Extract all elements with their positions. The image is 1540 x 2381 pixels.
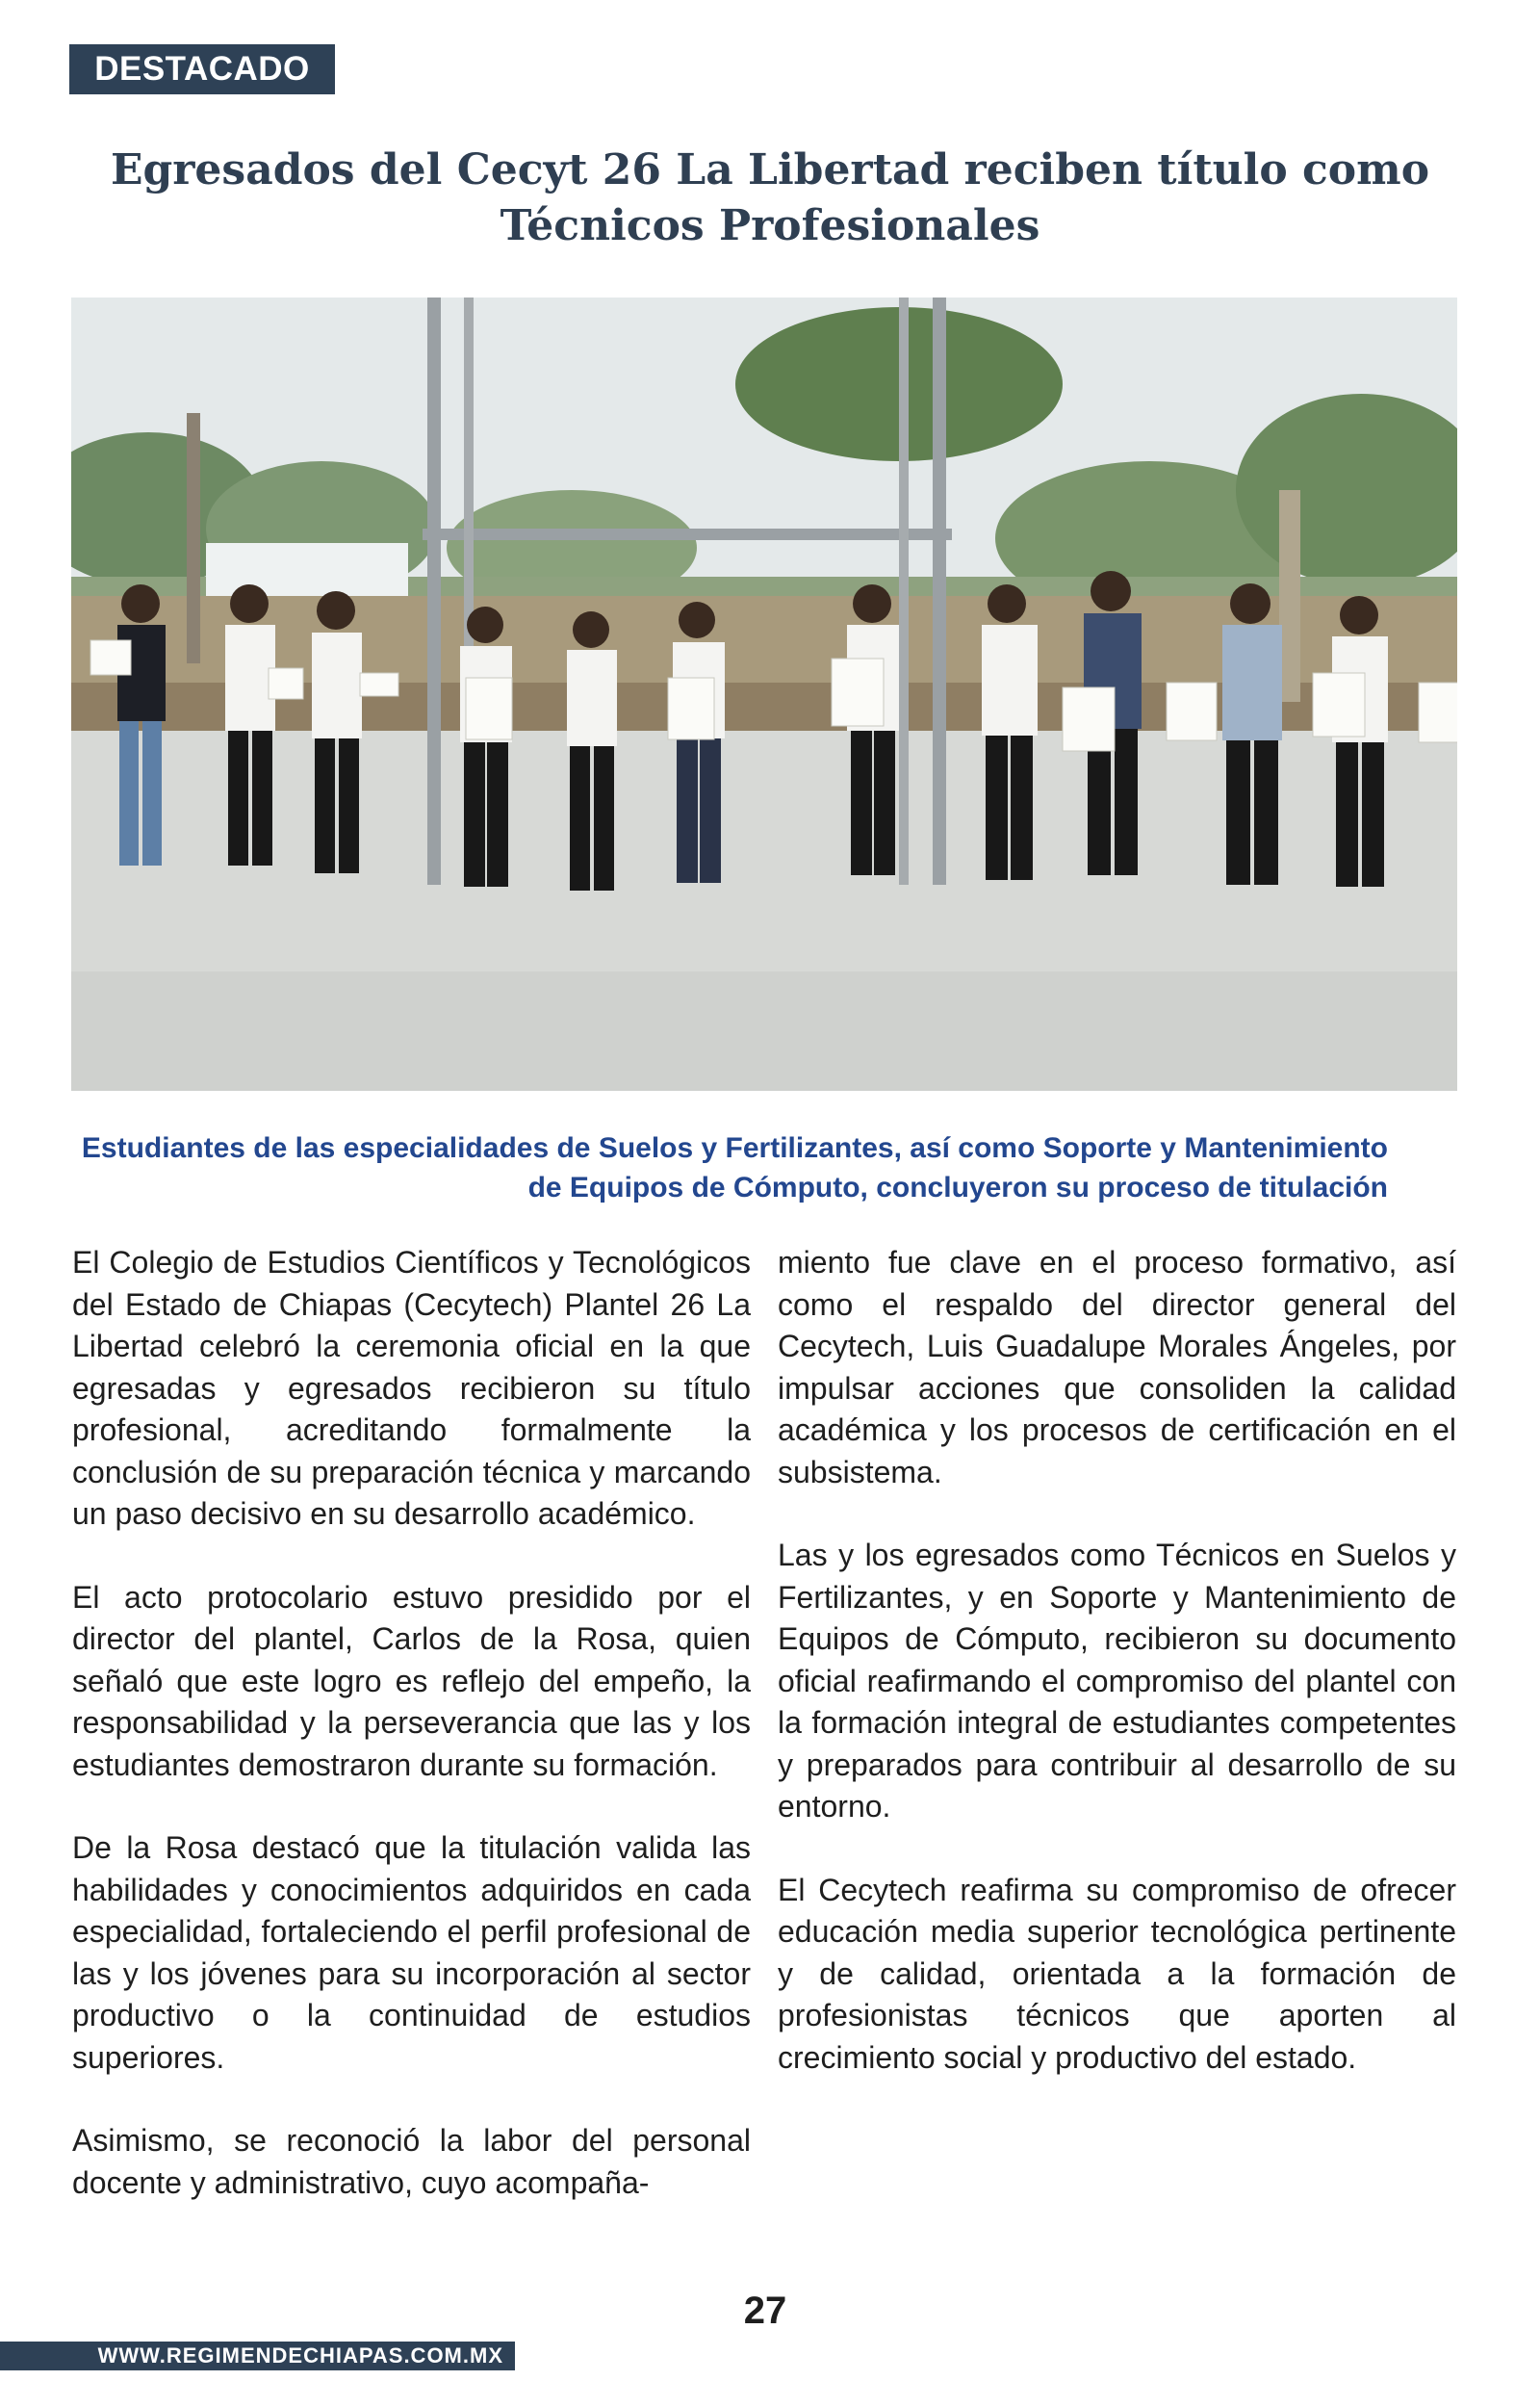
section-tag: DESTACADO xyxy=(69,44,335,94)
paragraph: El Colegio de Estudios Científicos y Tecnológicos del Estado de Chiapas (Cecytech) Plantel 26 La Libertad celebró la ceremonia oficial en la que egresadas y egresados recibieron su título profesional, acreditando formalmente la conclusión de su preparación técnica y marcando un paso decisivo en su desarrollo académico. xyxy=(72,1245,751,1531)
paragraph: Las y los egresados como Técnicos en Suelos y Fertilizantes, y en Soporte y Mantenimiento de Equipos de Cómputo, recibieron su documento oficial reafirmando el compromiso del plantel con la formación integral de estudiantes competentes y preparados para contribuir al desarrollo de su entorno. xyxy=(778,1538,1456,1824)
paragraph: miento fue clave en el proceso formativo, así como el respaldo del director general del Cecytech, Luis Guadalupe Morales Ángeles, por impulsar acciones que consoliden la calidad académica y los procesos de certificación en el subsistema. xyxy=(778,1245,1456,1489)
article-column-left xyxy=(72,1242,751,2245)
page-number: 27 xyxy=(743,2290,787,2332)
paragraph: De la Rosa destacó que la titulación valida las habilidades y conocimientos adquiridos en cada especialidad, fortaleciendo el perfil profesional de las y los jóvenes para su incorporación al sector productivo o la continuidad de estudios superiores. xyxy=(72,1830,751,2075)
paragraph: El acto protocolario estuvo presidido por el director del plantel, Carlos de la Rosa, quien señaló que este logro es reflejo del empeño, la responsabilidad y la perseverancia que las y los estudiantes demostraron durante su formación. xyxy=(72,1579,751,1782)
photo-caption: Estudiantes de las especialidades de Suelos y Fertilizantes, así como Soporte y Mantenimiento de Equipos de Cómputo, concluyeron su proceso de titulación xyxy=(81,1132,1388,1203)
article-headline: Egresados del Cecyt 26 La Libertad reciben título como Técnicos Profesionales xyxy=(110,145,1430,250)
paragraph: El Cecytech reafirma su compromiso de ofrecer educación media superior tecnológica pertinente y de calidad, orientada a la formación de profesionistas técnicos que aporten al crecimiento social y productivo del estado. xyxy=(778,1872,1456,2075)
article-photo xyxy=(71,298,1457,1091)
article-column-right xyxy=(778,1242,1456,2120)
paragraph: Asimismo, se reconoció la labor del personal docente y administrativo, cuyo acompaña- xyxy=(72,2123,751,2200)
website-url[interactable]: WWW.REGIMENDECHIAPAS.COM.MX xyxy=(97,2343,503,2368)
footer-website-bar xyxy=(0,2342,515,2370)
